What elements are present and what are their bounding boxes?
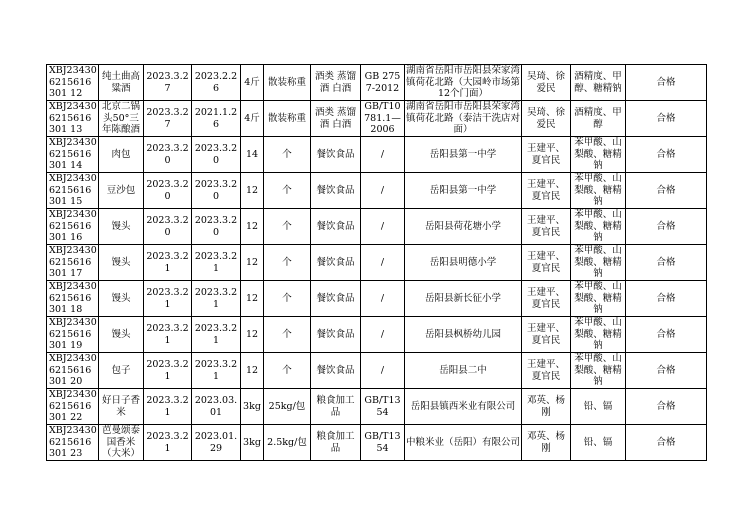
producer-cell: 中粮米业（岳阳）有限公司: [405, 425, 522, 461]
table-row: [47, 389, 707, 425]
sample-code-cell: XBJ234306215616301 16: [47, 209, 99, 245]
unit-cell: 个: [264, 353, 311, 389]
production-date-cell: 2023.01.29: [192, 425, 241, 461]
test-items-cell: 苯甲酸、山梨酸、糖精钠: [571, 173, 626, 209]
standard-cell: /: [361, 209, 405, 245]
category-cell: 餐饮食品: [311, 137, 361, 173]
sample-code-cell: XBJ234306215616301 23: [47, 425, 99, 461]
test-items-cell: 苯甲酸、山梨酸、糖精钠: [571, 317, 626, 353]
producer-cell: 岳阳县枫桥幼儿园: [405, 317, 522, 353]
sample-code-cell: XBJ234306215616301 22: [47, 389, 99, 425]
standard-cell: GB/T1354: [361, 425, 405, 461]
product-name-cell: 馒头: [99, 317, 144, 353]
table-row: [47, 281, 707, 317]
test-items-cell: 苯甲酸、山梨酸、糖精钠: [571, 353, 626, 389]
table-body: [47, 65, 707, 461]
test-items-cell: 苯甲酸、山梨酸、糖精钠: [571, 281, 626, 317]
result-cell: 合格: [626, 65, 707, 101]
product-name-cell: 纯土曲高粱酒: [99, 65, 144, 101]
result-cell: 合格: [626, 209, 707, 245]
purchase-date-cell: 2023.3.20: [144, 173, 192, 209]
result-cell: 合格: [626, 281, 707, 317]
standard-cell: /: [361, 281, 405, 317]
production-date-cell: 2021.1.26: [192, 101, 241, 137]
category-cell: 餐饮食品: [311, 353, 361, 389]
sampler-cell: 吴琦、徐爱民: [522, 101, 571, 137]
production-date-cell: 2023.3.21: [192, 245, 241, 281]
sampler-cell: 邓英、杨刚: [522, 389, 571, 425]
producer-cell: 岳阳县荷花塘小学: [405, 209, 522, 245]
purchase-date-cell: 2023.3.21: [144, 353, 192, 389]
test-items-cell: 铅、镉: [571, 389, 626, 425]
production-date-cell: 2023.3.20: [192, 209, 241, 245]
production-date-cell: 2023.3.20: [192, 137, 241, 173]
purchase-date-cell: 2023.3.20: [144, 209, 192, 245]
table-row: [47, 101, 707, 137]
sampler-cell: 王建平、夏官民: [522, 317, 571, 353]
table-row: [47, 353, 707, 389]
product-name-cell: 包子: [99, 353, 144, 389]
result-cell: 合格: [626, 389, 707, 425]
test-items-cell: 酒精度、甲醇: [571, 101, 626, 137]
result-cell: 合格: [626, 425, 707, 461]
sampler-cell: 王建平、夏官民: [522, 353, 571, 389]
category-cell: 餐饮食品: [311, 245, 361, 281]
quantity-cell: 12: [241, 353, 264, 389]
unit-cell: 个: [264, 137, 311, 173]
category-cell: 粮食加工品: [311, 389, 361, 425]
unit-cell: 个: [264, 245, 311, 281]
sampler-cell: 王建平、夏官民: [522, 137, 571, 173]
table-row: [47, 317, 707, 353]
unit-cell: 散装称重: [264, 101, 311, 137]
result-cell: 合格: [626, 101, 707, 137]
producer-cell: 湖南省岳阳市岳阳县荣家湾镇荷花北路（大园岭市场第12个门面）: [406, 65, 521, 100]
unit-cell: 2.5kg/包: [264, 425, 311, 461]
quantity-cell: 12: [241, 245, 264, 281]
sample-code-cell: XBJ234306215616301 20: [47, 353, 99, 389]
purchase-date-cell: 2023.3.21: [144, 425, 192, 461]
producer-cell: 岳阳县镇西米业有限公司: [405, 389, 522, 425]
table-row: [47, 137, 707, 173]
producer-cell: 岳阳县第一中学: [405, 173, 522, 209]
quantity-cell: 14: [241, 137, 264, 173]
standard-cell: /: [361, 317, 405, 353]
unit-cell: 个: [264, 173, 311, 209]
unit-cell: 个: [264, 209, 311, 245]
quantity-cell: 4斤: [241, 65, 264, 101]
quantity-cell: 12: [241, 317, 264, 353]
table-row: [47, 209, 707, 245]
category-cell: 餐饮食品: [311, 281, 361, 317]
product-name-cell: 馒头: [99, 281, 144, 317]
inspection-table: [46, 64, 707, 461]
sampler-cell: 王建平、夏官民: [522, 209, 571, 245]
purchase-date-cell: 2023.3.21: [144, 245, 192, 281]
producer-cell: 岳阳县明德小学: [405, 245, 522, 281]
result-cell: 合格: [626, 353, 707, 389]
quantity-cell: 12: [241, 173, 264, 209]
production-date-cell: 2023.3.21: [192, 353, 241, 389]
sample-code-cell: XBJ234306215616301 19: [47, 317, 99, 353]
production-date-cell: 2023.2.26: [192, 65, 241, 101]
sample-code-cell: XBJ234306215616301 17: [47, 245, 99, 281]
quantity-cell: 4斤: [241, 101, 264, 137]
sample-code-cell: XBJ234306215616301 12: [47, 65, 99, 101]
test-items-cell: 酒精度、甲醇、糖精钠: [571, 65, 626, 101]
quantity-cell: 12: [241, 209, 264, 245]
category-cell: 餐饮食品: [311, 173, 361, 209]
producer-cell: 岳阳县第一中学: [405, 137, 522, 173]
producer-cell: 岳阳县二中: [405, 353, 522, 389]
test-items-cell: 苯甲酸、山梨酸、糖精钠: [571, 137, 626, 173]
result-cell: 合格: [626, 137, 707, 173]
unit-cell: 散装称重: [264, 65, 311, 101]
standard-cell: GB/T1354: [361, 389, 405, 425]
category-cell: 餐饮食品: [311, 317, 361, 353]
standard-cell: /: [361, 137, 405, 173]
sample-code-cell: XBJ234306215616301 15: [47, 173, 99, 209]
standard-cell: /: [361, 353, 405, 389]
product-name-cell: 北京二锅头50°三年陈酿酒: [99, 101, 144, 137]
table-row: [47, 173, 707, 209]
standard-cell: GB/T10781.1—2006: [361, 101, 405, 137]
purchase-date-cell: 2023.3.21: [144, 389, 192, 425]
category-cell: 餐饮食品: [311, 209, 361, 245]
test-items-cell: 苯甲酸、山梨酸、糖精钠: [571, 245, 626, 281]
product-name-cell: 馒头: [99, 209, 144, 245]
purchase-date-cell: 2023.3.21: [144, 281, 192, 317]
result-cell: 合格: [626, 173, 707, 209]
production-date-cell: 2023.3.21: [192, 317, 241, 353]
test-items-cell: 铅、镉: [571, 425, 626, 461]
purchase-date-cell: 2023.3.27: [144, 101, 192, 137]
table-row: [47, 425, 707, 461]
producer-cell: 岳阳县新长征小学: [405, 281, 522, 317]
product-name-cell: 好日子香米: [99, 389, 144, 425]
result-cell: 合格: [626, 317, 707, 353]
product-name-cell: 芭曼颂泰国香米（大米）: [99, 425, 144, 461]
purchase-date-cell: 2023.3.20: [144, 137, 192, 173]
sample-code-cell: XBJ234306215616301 14: [47, 137, 99, 173]
quantity-cell: 3kg: [241, 425, 264, 461]
sampler-cell: 吴琦、徐爱民: [522, 65, 571, 101]
test-items-cell: 苯甲酸、山梨酸、糖精钠: [571, 209, 626, 245]
result-cell: 合格: [626, 245, 707, 281]
sampler-cell: 王建平、夏官民: [522, 245, 571, 281]
sampler-cell: 王建平、夏官民: [522, 173, 571, 209]
sampler-cell: 邓英、杨刚: [522, 425, 571, 461]
category-cell: 酒类 蒸馏酒 白酒: [311, 65, 361, 101]
purchase-date-cell: 2023.3.27: [144, 65, 192, 101]
sample-code-cell: XBJ234306215616301 13: [47, 101, 99, 137]
sampler-cell: 王建平、夏官民: [522, 281, 571, 317]
producer-cell: 湖南省岳阳市岳阳县荣家湾镇荷花北路（泰洁干洗店对面）: [406, 101, 521, 136]
unit-cell: 25kg/包: [264, 389, 311, 425]
standard-cell: GB 2757-2012: [361, 65, 405, 101]
category-cell: 酒类 蒸馏酒 白酒: [311, 101, 361, 137]
category-cell: 粮食加工品: [311, 425, 361, 461]
production-date-cell: 2023.3.21: [192, 281, 241, 317]
quantity-cell: 3kg: [241, 389, 264, 425]
purchase-date-cell: 2023.3.21: [144, 317, 192, 353]
product-name-cell: 豆沙包: [99, 173, 144, 209]
standard-cell: /: [361, 245, 405, 281]
table-row: [47, 245, 707, 281]
standard-cell: /: [361, 173, 405, 209]
sample-code-cell: XBJ234306215616301 18: [47, 281, 99, 317]
product-name-cell: 馒头: [99, 245, 144, 281]
unit-cell: 个: [264, 281, 311, 317]
quantity-cell: 12: [241, 281, 264, 317]
production-date-cell: 2023.3.20: [192, 173, 241, 209]
table-row: [47, 65, 707, 101]
unit-cell: 个: [264, 317, 311, 353]
product-name-cell: 肉包: [99, 137, 144, 173]
production-date-cell: 2023.03.01: [192, 389, 241, 425]
